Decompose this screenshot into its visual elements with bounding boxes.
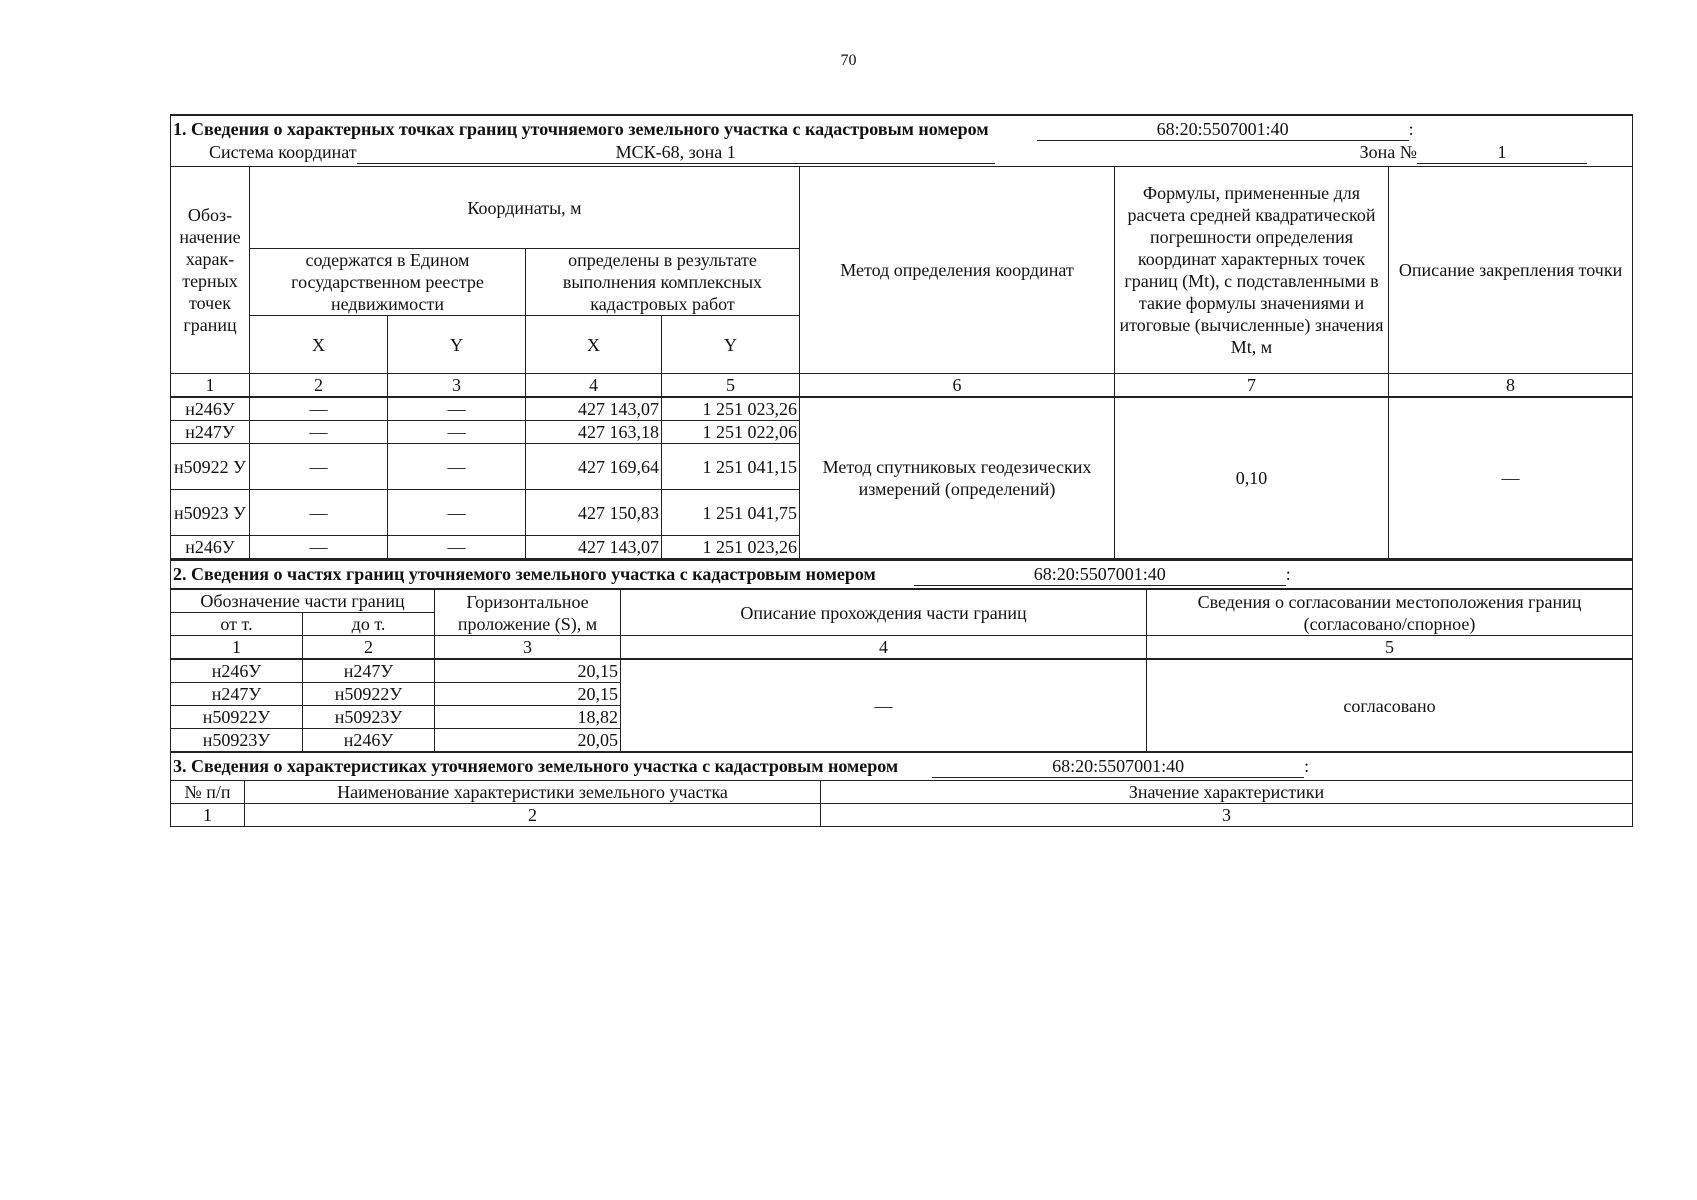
complex-x: 427 150,83 <box>526 490 662 536</box>
desc-value: — <box>621 659 1147 752</box>
header-fixing: Описание закрепления точки <box>1389 167 1633 374</box>
col-number: 5 <box>662 374 800 398</box>
col-number: 7 <box>1115 374 1389 398</box>
col-number: 4 <box>621 636 1147 660</box>
fixing-value: — <box>1389 397 1633 559</box>
part-length: 20,15 <box>435 659 621 683</box>
section3-title: 3. Сведения о характеристиках уточняемого земельного участка с кадастровым номером <box>173 756 899 776</box>
part-length: 20,05 <box>435 729 621 752</box>
header-agreement: Сведения о согласовании местоположения границ (согласовано/спорное) <box>1147 589 1633 636</box>
section1-colon: : <box>1408 119 1414 139</box>
egrn-y: — <box>388 421 526 444</box>
col-number: 3 <box>388 374 526 398</box>
header-point: Обоз-начение харак-терных точек границ <box>171 167 250 374</box>
cadastral-document <box>170 114 1632 827</box>
header-desc: Описание прохождения части границ <box>621 589 1147 636</box>
zone-value: 1 <box>1417 141 1587 164</box>
complex-x: 427 143,07 <box>526 397 662 421</box>
agreement-value: согласовано <box>1147 659 1633 752</box>
part-to: н50923У <box>303 706 435 729</box>
zone-label: Зона № <box>1359 142 1417 162</box>
part-to: н247У <box>303 659 435 683</box>
header-to: до т. <box>303 613 435 636</box>
table-row <box>171 659 1633 683</box>
egrn-y: — <box>388 444 526 490</box>
complex-x: 427 143,07 <box>526 536 662 559</box>
header-y1: Y <box>388 316 526 374</box>
part-length: 20,15 <box>435 683 621 706</box>
egrn-y: — <box>388 536 526 559</box>
method-value: Метод спутниковых геодезических измерений (определений) <box>800 397 1115 559</box>
header-formulas: Формулы, примененные для расчета средней квадратической погрешности определения координат характерных точек границ (Mt), с подставленными в такие формулы значениями и итоговые (вычисленные) значения Mt, м <box>1115 167 1389 374</box>
point-name: н50922 У <box>171 444 250 490</box>
col-number: 1 <box>171 804 245 827</box>
egrn-y: — <box>388 397 526 421</box>
complex-y: 1 251 023,26 <box>662 397 800 421</box>
header-y2: Y <box>662 316 800 374</box>
complex-x: 427 163,18 <box>526 421 662 444</box>
header-complex: определены в результате выполнения комплексных кадастровых работ <box>526 249 800 316</box>
col-number: 4 <box>526 374 662 398</box>
coord-system-label: Система координат <box>209 142 357 162</box>
part-length: 18,82 <box>435 706 621 729</box>
egrn-x: — <box>250 490 388 536</box>
section1-title: 1. Сведения о характерных точках границ уточняемого земельного участка с кадастровым номером <box>173 119 989 139</box>
header-x1: X <box>250 316 388 374</box>
section1-table <box>170 114 1633 559</box>
part-from: н50922У <box>171 706 303 729</box>
point-name: н246У <box>171 536 250 559</box>
section2-title: 2. Сведения о частях границ уточняемого земельного участка с кадастровым номером <box>173 564 876 584</box>
header-part: Обозначение части границ <box>171 589 435 613</box>
col-number: 6 <box>800 374 1115 398</box>
egrn-x: — <box>250 421 388 444</box>
complex-y: 1 251 041,75 <box>662 490 800 536</box>
complex-y: 1 251 023,26 <box>662 536 800 559</box>
page-number: 70 <box>840 52 857 69</box>
part-from: н246У <box>171 659 303 683</box>
section1-header <box>171 115 1633 167</box>
header-num: № п/п <box>171 781 245 804</box>
part-to: н246У <box>303 729 435 752</box>
header-coords: Координаты, м <box>250 167 800 249</box>
section3-header <box>171 753 1633 781</box>
section3-cadastral-number: 68:20:5507001:40 <box>932 755 1304 778</box>
header-egrn: содержатся в Едином государственном реестре недвижимости <box>250 249 526 316</box>
col-number: 3 <box>435 636 621 660</box>
point-name: н246У <box>171 397 250 421</box>
section3-colon: : <box>1304 756 1310 776</box>
section2-table <box>170 559 1633 752</box>
header-name: Наименование характеристики земельного участка <box>245 781 821 804</box>
col-number: 2 <box>245 804 821 827</box>
complex-y: 1 251 041,15 <box>662 444 800 490</box>
col-number: 2 <box>250 374 388 398</box>
point-name: н247У <box>171 421 250 444</box>
part-from: н247У <box>171 683 303 706</box>
complex-x: 427 169,64 <box>526 444 662 490</box>
header-x2: X <box>526 316 662 374</box>
section2-colon: : <box>1285 564 1291 584</box>
col-number: 2 <box>303 636 435 660</box>
header-from: от т. <box>171 613 303 636</box>
header-length: Горизонтальное проложение (S), м <box>435 589 621 636</box>
section2-header <box>171 560 1633 589</box>
section2-cadastral-number: 68:20:5507001:40 <box>914 563 1286 586</box>
point-name: н50923 У <box>171 490 250 536</box>
complex-y: 1 251 022,06 <box>662 421 800 444</box>
part-to: н50922У <box>303 683 435 706</box>
egrn-x: — <box>250 444 388 490</box>
section1-cadastral-number: 68:20:5507001:40 <box>1037 118 1409 141</box>
part-from: н50923У <box>171 729 303 752</box>
header-method: Метод определения координат <box>800 167 1115 374</box>
egrn-x: — <box>250 397 388 421</box>
coord-system-value: МСК-68, зона 1 <box>357 141 995 164</box>
section3-table <box>170 752 1633 827</box>
col-number: 1 <box>171 636 303 660</box>
col-number: 3 <box>821 804 1633 827</box>
col-number: 1 <box>171 374 250 398</box>
egrn-x: — <box>250 536 388 559</box>
col-number: 5 <box>1147 636 1633 660</box>
mt-value: 0,10 <box>1115 397 1389 559</box>
col-number: 8 <box>1389 374 1633 398</box>
egrn-y: — <box>388 490 526 536</box>
header-value: Значение характеристики <box>821 781 1633 804</box>
table-row <box>171 397 1633 421</box>
